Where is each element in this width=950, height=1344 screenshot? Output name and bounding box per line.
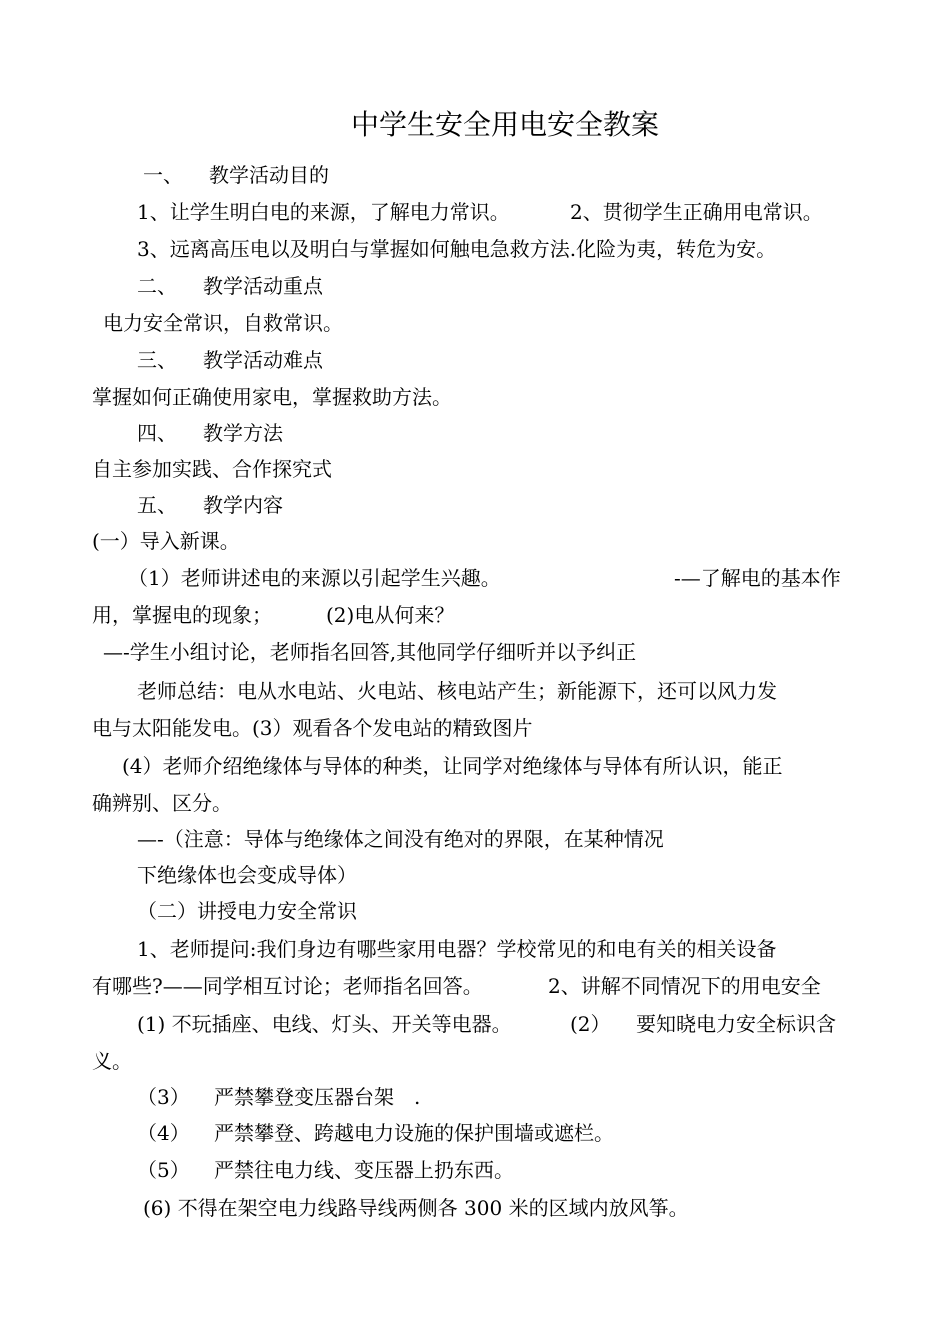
rule-5-number: （5） (137, 1158, 190, 1182)
rule-4-text: 严禁攀登、跨越电力设施的保护围墙或遮栏。 (214, 1121, 614, 1145)
paragraph-5-line-2: 下绝缘体也会变成导体） (137, 863, 357, 887)
paragraph-1-line-1-left: （1）老师讲述电的来源以引起学生兴趣。 (128, 566, 501, 590)
section-2-body: 电力安全常识，自救常识。 (103, 311, 343, 335)
paragraph-2: —-学生小组讨论，老师指名回答,其他同学仔细听并以予纠正 (103, 640, 637, 664)
section-4-body: 自主参加实践、合作探究式 (92, 457, 332, 481)
section-2-heading: 教学活动重点 (203, 274, 323, 298)
section-3-number: 三、 (137, 348, 177, 372)
paragraph-5-line-1: —-（注意：导体与绝缘体之间没有绝对的界限，在某种情况 (137, 827, 664, 851)
section-3-heading: 教学活动难点 (203, 348, 323, 372)
paragraph-4-line-1: (4）老师介绍绝缘体与导体的种类，让同学对绝缘体与导体有所认识，能正 (122, 754, 783, 778)
objective-1: 1、让学生明白电的来源，了解电力常识。 (137, 200, 510, 224)
paragraph-3-line-1: 老师总结：电从水电站、火电站、核电站产生；新能源下，还可以风力发 (137, 679, 777, 703)
rule-4-number: （4） (137, 1121, 190, 1145)
paragraph-4-line-2: 确辨别、区分。 (92, 791, 232, 815)
section-2-number: 二、 (137, 274, 177, 298)
rule-3-number: （3） (137, 1085, 190, 1109)
paragraph-3-line-2: 电与太阳能发电。(3）观看各个发电站的精致图片 (92, 716, 533, 740)
section-5-number: 五、 (137, 493, 177, 517)
paragraph-1-line-1-right: -—了解电的基本作 (674, 566, 841, 590)
section-3-body: 掌握如何正确使用家电，掌握救助方法。 (92, 385, 452, 409)
section-4-number: 四、 (137, 421, 177, 445)
paragraph-1-line-2-left: 用，掌握电的现象； (92, 603, 272, 627)
paragraph-1-line-2-right: (2)电从何来？ (326, 603, 455, 627)
rule-2-text: 要知晓电力安全标识含 (636, 1012, 836, 1036)
rule-2-text-continued: 义。 (92, 1049, 132, 1073)
rule-2-number: (2） (570, 1012, 611, 1036)
rule-3-text: 严禁攀登变压器台架 . (214, 1085, 421, 1109)
subsection-1-heading: (一）导入新课。 (92, 529, 240, 553)
subsection-2-heading: （二）讲授电力安全常识 (137, 899, 357, 923)
section-5-heading: 教学内容 (203, 493, 283, 517)
rule-5-text: 严禁往电力线、变压器上扔东西。 (214, 1158, 514, 1182)
section-1-number: 一、 (143, 163, 183, 187)
section-1-heading: 教学活动目的 (209, 163, 329, 187)
rule-1: (1) 不玩插座、电线、灯头、开关等电器。 (137, 1012, 512, 1036)
rule-6: (6) 不得在架空电力线路导线两侧各 300 米的区域内放风筝。 (143, 1196, 689, 1220)
paragraph-6-line-1: 1、老师提问:我们身边有哪些家用电器？学校常见的和电有关的相关设备 (137, 937, 777, 961)
paragraph-6-line-2-right: 2、讲解不同情况下的用电安全 (548, 974, 821, 998)
document-title: 中学生安全用电安全教案 (350, 108, 659, 141)
objective-3: 3、远离高压电以及明白与掌握如何触电急救方法.化险为夷，转危为安。 (137, 237, 777, 261)
paragraph-6-line-2-left: 有哪些?——同学相互讨论；老师指名回答。 (92, 974, 483, 998)
objective-2: 2、贯彻学生正确用电常识。 (570, 200, 823, 224)
section-4-heading: 教学方法 (203, 421, 283, 445)
